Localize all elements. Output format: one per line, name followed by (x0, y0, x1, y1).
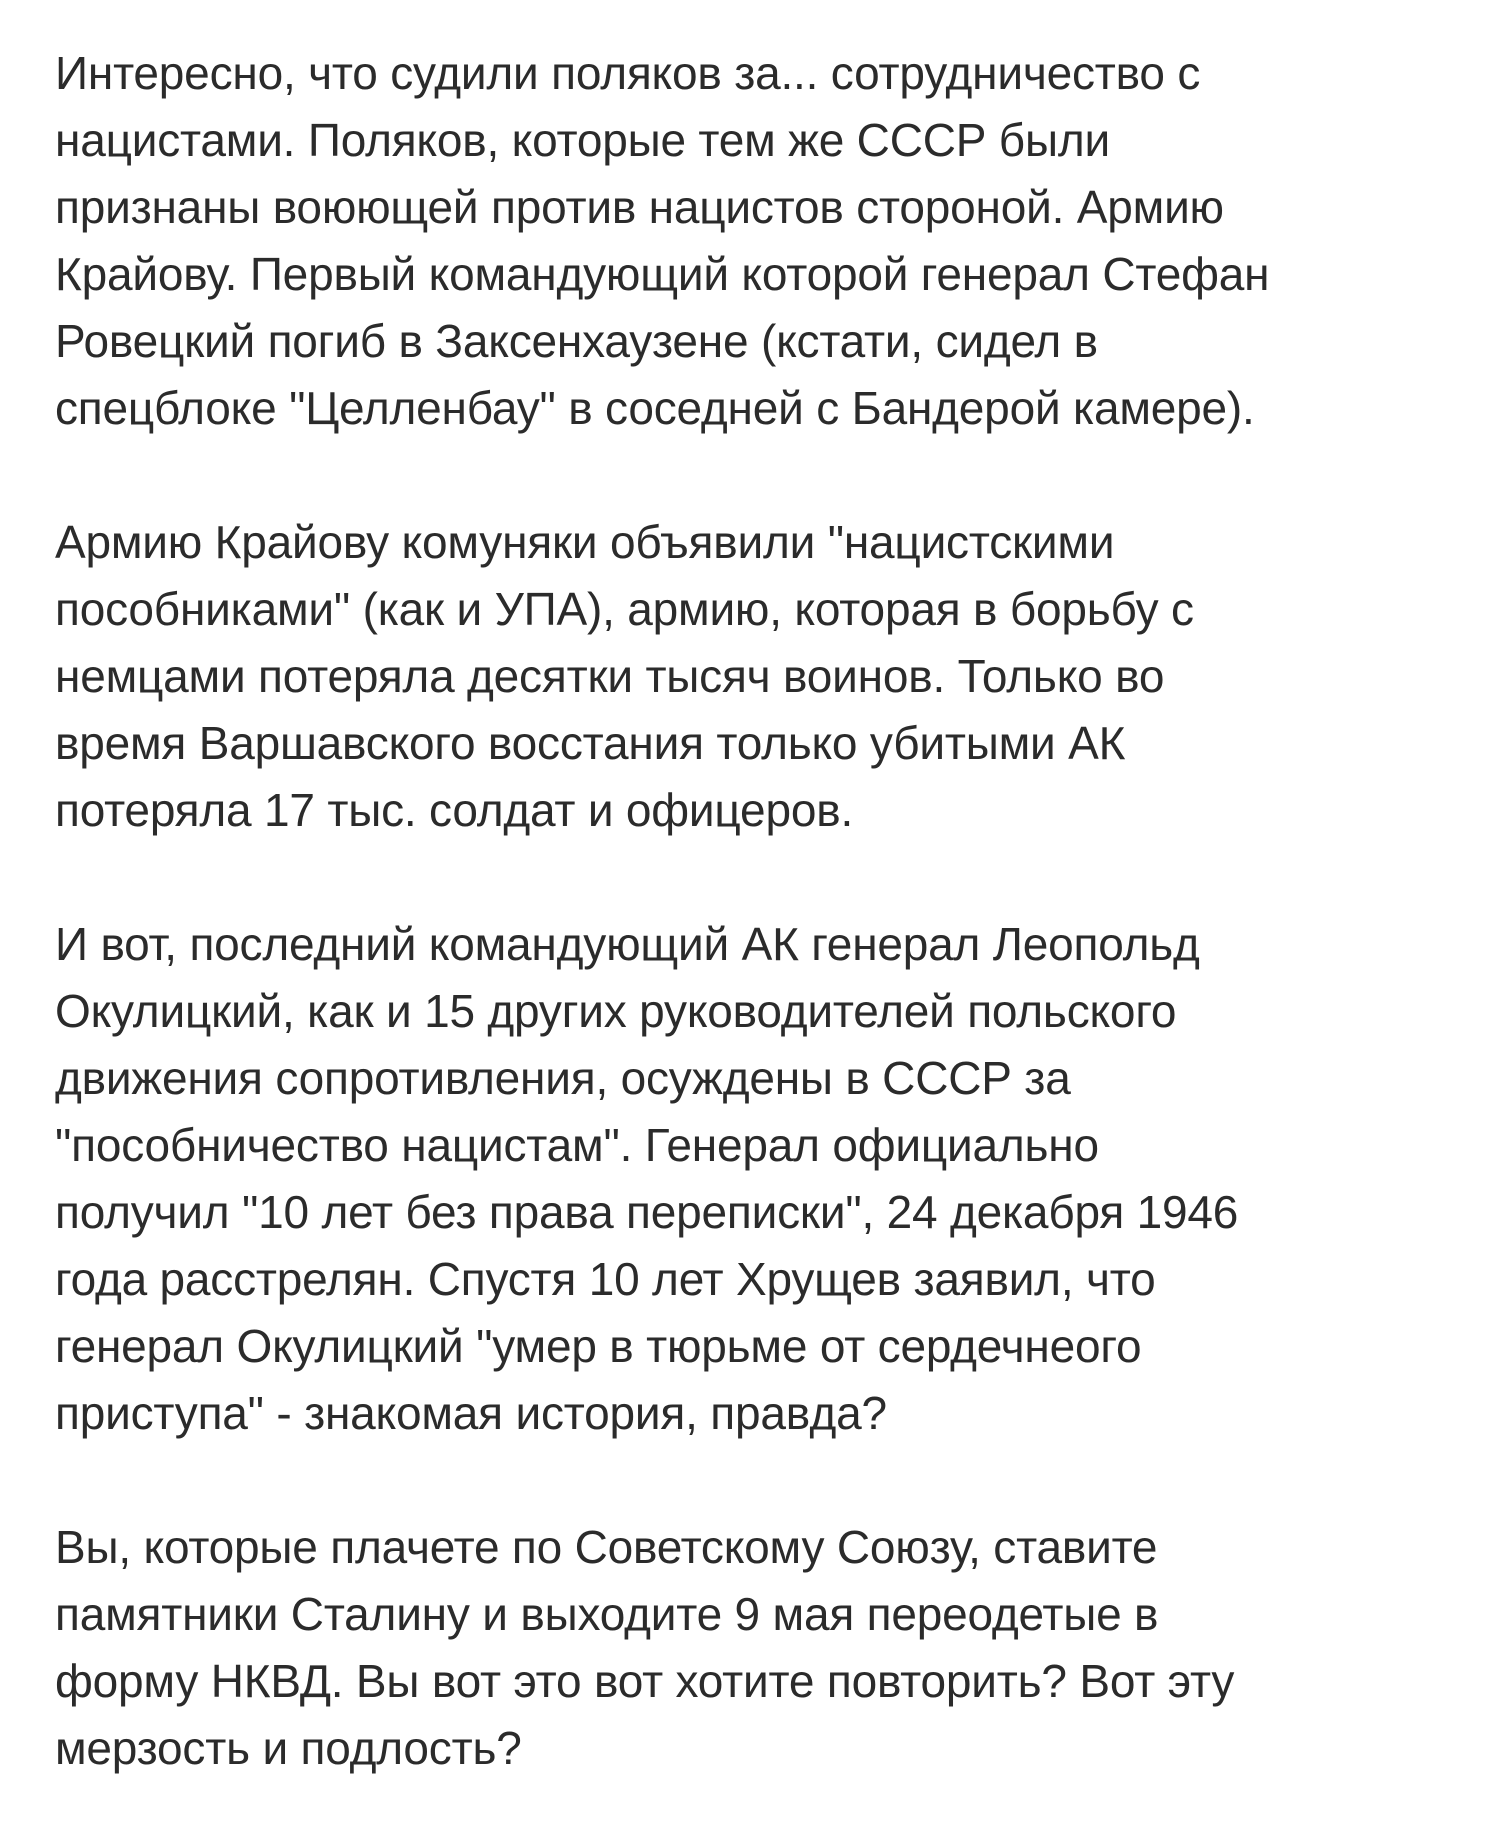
text-line: Крайову. Первый командующий которой генерал Стефан (55, 248, 1270, 300)
text-line: генерал Окулицкий "умер в тюрьме от сердечнеого (55, 1320, 1142, 1372)
text-line: Ровецкий погиб в Заксенхаузене (кстати, сидел в (55, 315, 1098, 367)
paragraph-4 (55, 1514, 1465, 1782)
text-line: признаны воюющей против нацистов стороной. Армию (55, 181, 1224, 233)
text-line: немцами потеряла десятки тысяч воинов. Только во (55, 650, 1165, 702)
text-line: получил "10 лет без права переписки", 24 декабря 1946 (55, 1186, 1239, 1238)
text-line: спецблоке "Целленбау" в соседней с Бандерой камере). (55, 382, 1255, 434)
text-line: форму НКВД. Вы вот это вот хотите повторить? Вот эту (55, 1655, 1235, 1707)
text-line: года расстрелян. Спустя 10 лет Хрущев заявил, что (55, 1253, 1156, 1305)
text-line: "пособничество нацистам". Генерал официально (55, 1119, 1099, 1171)
paragraph-3 (55, 911, 1465, 1447)
text-line: нацистами. Поляков, которые тем же СССР были (55, 114, 1110, 166)
paragraph-1 (55, 40, 1465, 442)
text-line: движения сопротивления, осуждены в СССР за (55, 1052, 1071, 1104)
text-line: Вы, которые плачете по Советскому Союзу, ставите (55, 1521, 1158, 1573)
text-line: Интересно, что судили поляков за... сотрудничество с (55, 47, 1201, 99)
text-line: И вот, последний командующий АК генерал Леопольд (55, 918, 1200, 970)
text-line: приступа" - знакомая история, правда? (55, 1387, 887, 1439)
text-line: Армию Крайову комуняки объявили "нацистскими (55, 516, 1115, 568)
text-line: памятники Сталину и выходите 9 мая переодетые в (55, 1588, 1159, 1640)
post-text (55, 40, 1465, 1782)
text-line: мерзость и подлость? (55, 1722, 522, 1774)
text-line: потеряла 17 тыс. солдат и офицеров. (55, 784, 854, 836)
paragraph-2 (55, 509, 1465, 844)
text-line: время Варшавского восстания только убитыми АК (55, 717, 1126, 769)
text-line: пособниками" (как и УПА), армию, которая в борьбу с (55, 583, 1194, 635)
text-line: Окулицкий, как и 15 других руководителей польского (55, 985, 1177, 1037)
